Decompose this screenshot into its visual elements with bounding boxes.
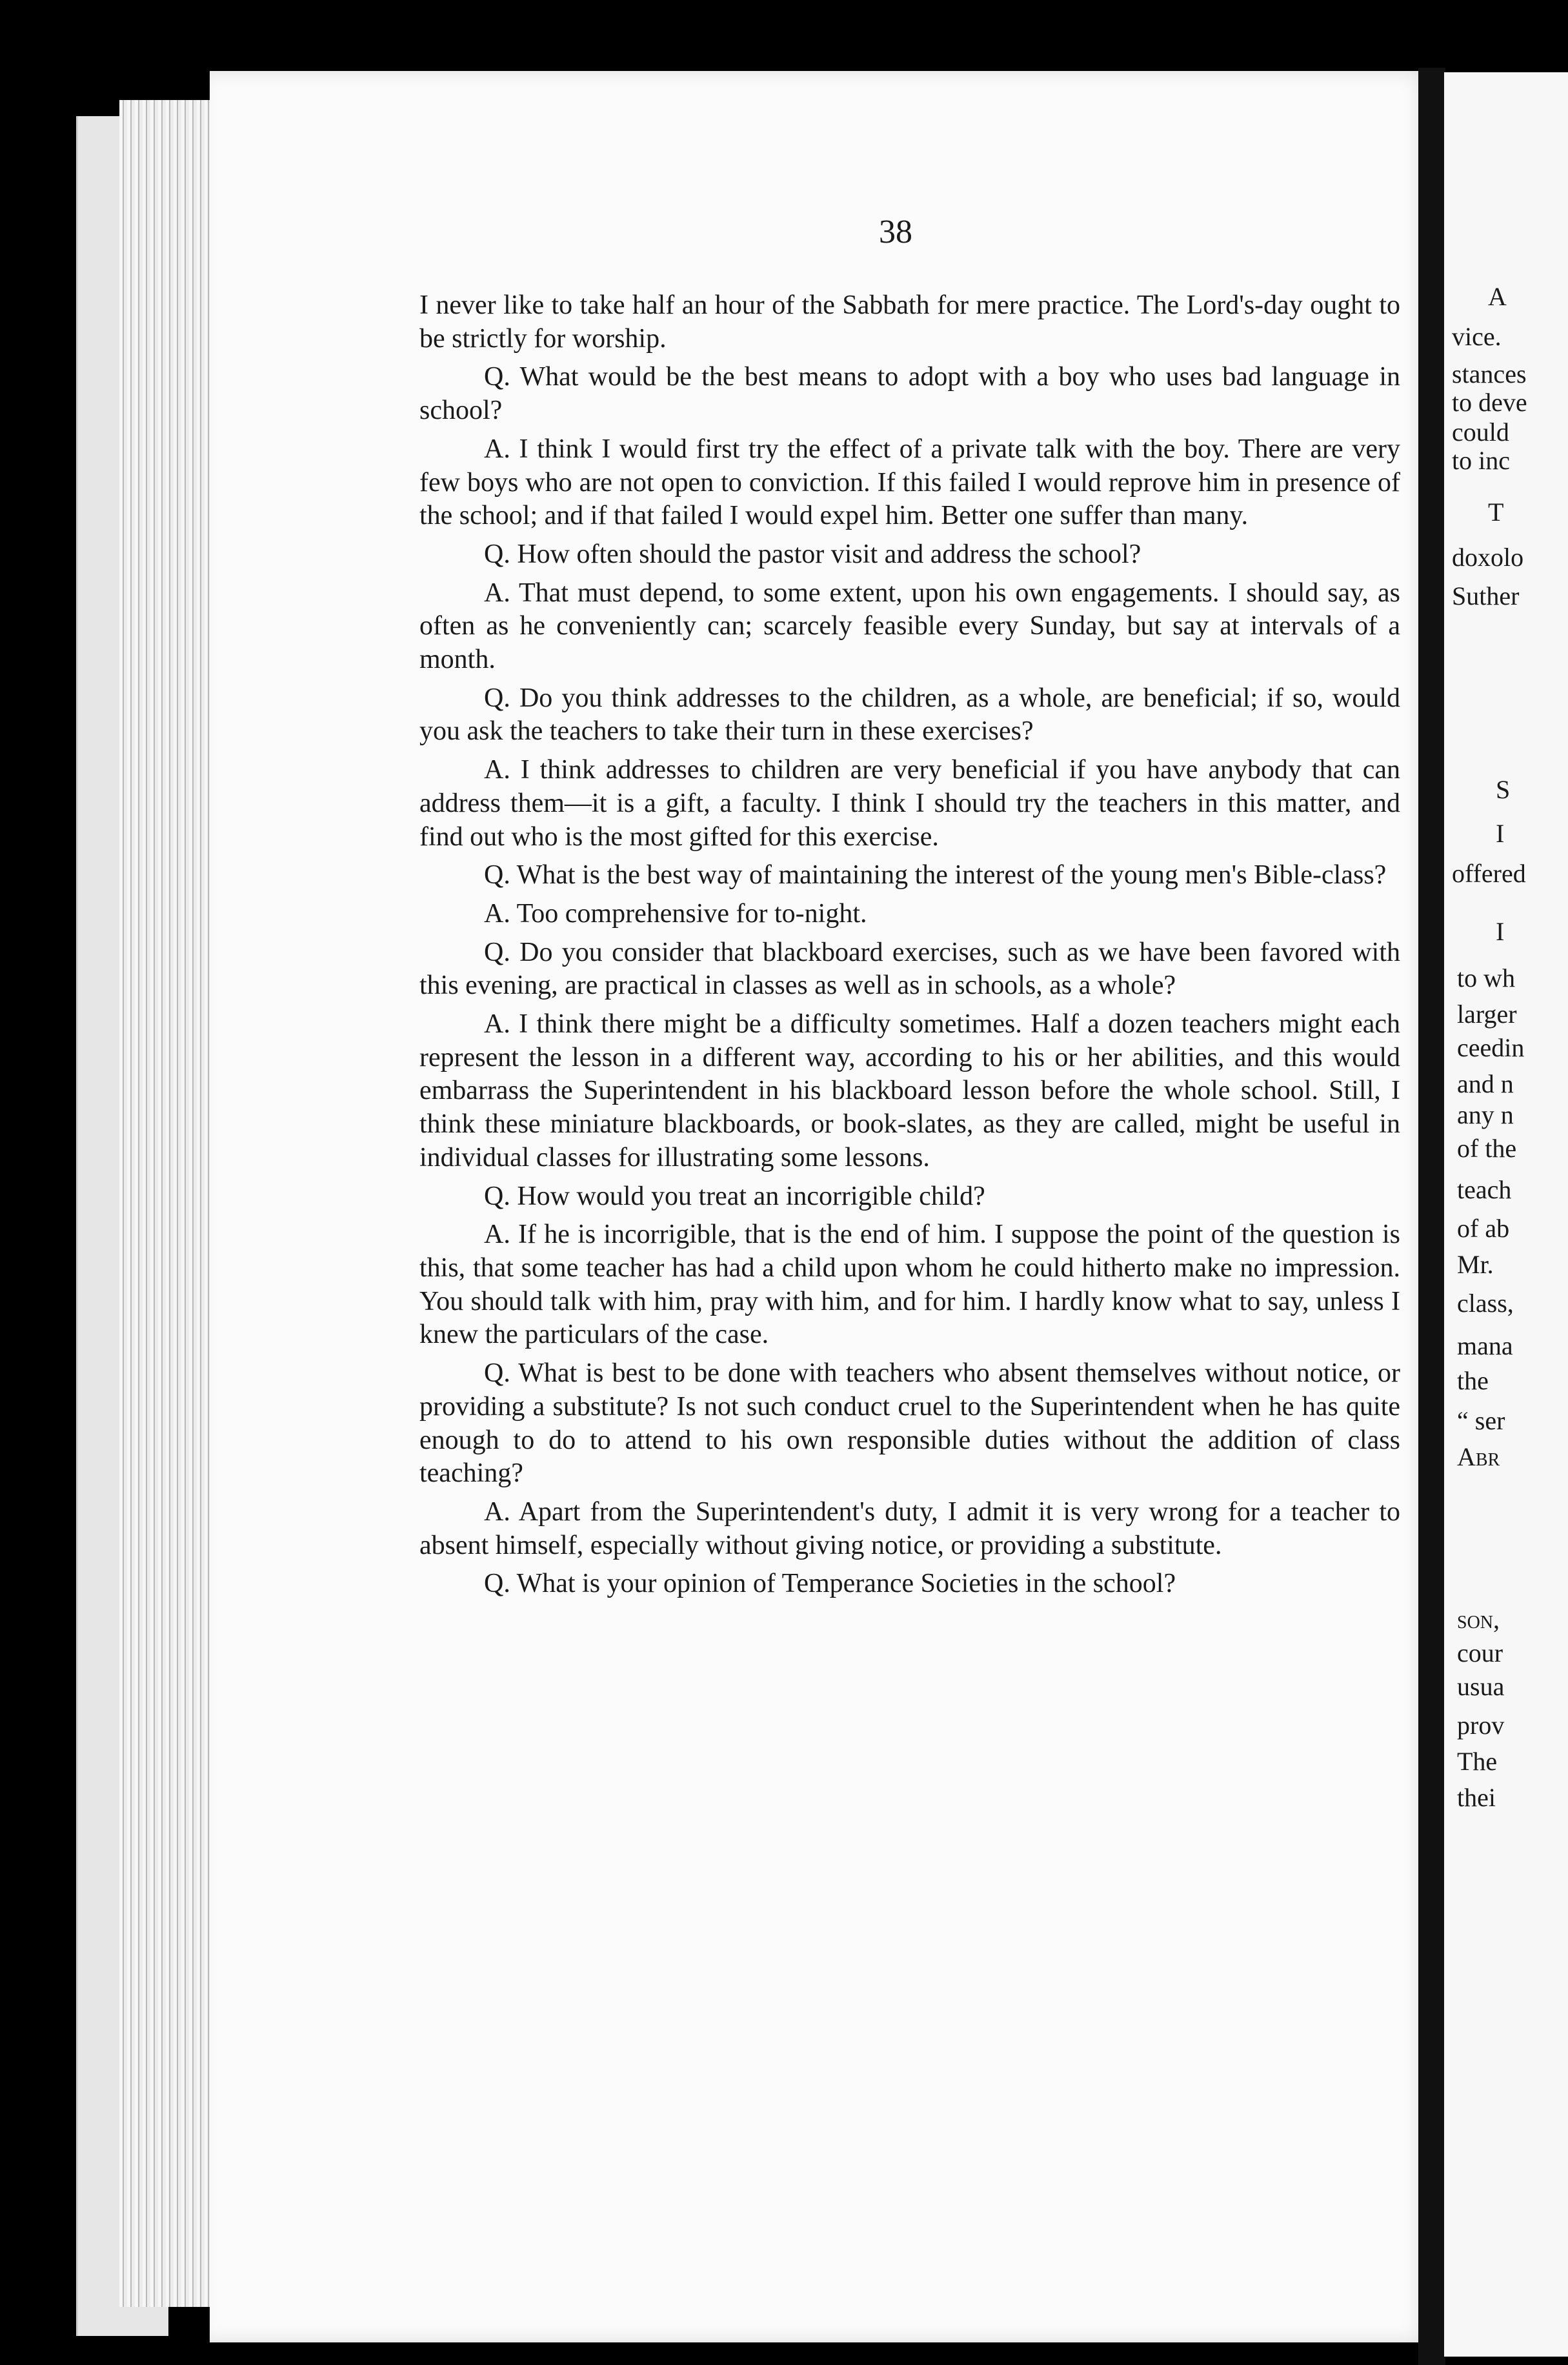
right-page-line: I <box>1496 819 1505 848</box>
right-page-line: of the <box>1457 1134 1517 1163</box>
right-page-line: stances <box>1452 359 1527 388</box>
right-page-line: The <box>1457 1747 1498 1776</box>
paragraph: A. I think there might be a difficulty sometimes. Half a dozen teachers might each represent the lesson in a different way, according to his or her abilities, and this would embarrass the Superintendent in his blackboard lesson before the whole school. Still, I think these miniature blackboards, or book-slates, as they are called, might be useful in individual classes for illustrating some lessons. <box>419 1009 1400 1172</box>
paragraph: A. That must depend, to some extent, upon his own engagements. I should say, as often as he conveniently can; scarcely feasible every Sunday, but say at intervals of a month. <box>419 578 1400 675</box>
paragraph: Q. What is the best way of maintaining the interest of the young men's Bible-class? <box>484 860 1387 891</box>
paragraph: Q. How would you treat an incorrigible child? <box>484 1181 985 1211</box>
right-page-line: could <box>1452 418 1509 447</box>
right-page-line: A <box>1488 282 1507 311</box>
right-page-line: any n <box>1457 1100 1514 1129</box>
right-page-line: Abr <box>1457 1442 1500 1471</box>
right-page-line: cour <box>1457 1638 1503 1667</box>
right-page-line: usua <box>1457 1672 1505 1701</box>
right-page-line: thei <box>1457 1783 1496 1812</box>
page-stack-edge <box>119 100 216 2307</box>
right-page-line: prov <box>1457 1711 1505 1740</box>
paragraph: Q. How often should the pastor visit and address the school? <box>484 539 1141 569</box>
right-page-line: teach <box>1457 1175 1512 1204</box>
page-body-text <box>419 284 1400 1601</box>
paragraph: Q. Do you consider that blackboard exercises, such as we have been favored with this evening, are practical in classes as well as in schools, as a whole? <box>419 937 1400 1001</box>
paragraph: A. I think addresses to children are very beneficial if you have anybody that can address them—it is a gift, a faculty. I think I should try the teachers in this matter, and find out who is the most gifted for this exercise. <box>419 755 1400 852</box>
right-page-line: to deve <box>1452 388 1527 417</box>
right-page-line: and n <box>1457 1069 1514 1098</box>
book-gutter <box>1418 68 1445 2365</box>
right-page-line: of ab <box>1457 1214 1510 1243</box>
paragraph: Q. What is best to be done with teachers who absent themselves without notice, or providing a substitute? Is not such conduct cruel to the Superintendent when he has quite enough to do to attend to his own responsible duties without the addition of class teaching? <box>419 1358 1400 1489</box>
right-page-line: “ ser <box>1457 1406 1505 1435</box>
right-page-line: to wh <box>1457 963 1515 992</box>
right-page-line: S <box>1496 775 1511 804</box>
right-page-line: class, <box>1457 1289 1514 1318</box>
paragraph: A. Too comprehensive for to-night. <box>484 898 867 929</box>
right-page-line: T <box>1488 498 1504 527</box>
right-page-line: son, <box>1457 1605 1500 1634</box>
paragraph: Q. What would be the best means to adopt with a boy who uses bad language in school? <box>419 362 1400 426</box>
paragraph: A. If he is incorrigible, that is the end of him. I suppose the point of the question is this, that some teacher has had a child upon whom he could hitherto make no impression. You should talk with him, pray with him, and for him. I hardly know what to say, unless I knew the particulars of the case. <box>419 1220 1400 1350</box>
right-page-line: offered <box>1452 859 1526 888</box>
paragraph: I never like to take half an hour of the Sabbath for mere practice. The Lord's-day ought to be strictly for worship. <box>419 290 1400 354</box>
right-page-fragment <box>1444 72 1568 2357</box>
page-number: 38 <box>879 214 912 250</box>
right-page-line: ceedin <box>1457 1033 1525 1062</box>
right-page-line: Mr. <box>1457 1250 1494 1279</box>
paragraph: A. Apart from the Superintendent's duty, I admit it is very wrong for a teacher to absent himself, especially without giving notice, or providing a substitute. <box>419 1496 1400 1560</box>
right-page-line: the <box>1457 1366 1489 1395</box>
right-page-line: larger <box>1457 1000 1517 1029</box>
paragraph: Q. What is your opinion of Temperance Societies in the school? <box>484 1569 1176 1599</box>
right-page-line: vice. <box>1452 322 1502 351</box>
paragraph: Q. Do you think addresses to the children, as a whole, are beneficial; if so, would you ask the teachers to take their turn in these exercises? <box>419 683 1400 747</box>
right-page-line: mana <box>1457 1331 1513 1360</box>
right-page-line: doxolo <box>1452 543 1524 572</box>
right-page-line: I <box>1496 917 1505 946</box>
paragraph: A. I think I would first try the effect of a private talk with the boy. There are very few boys who are not open to conviction. If this failed I would reprove him in presence of the school; and if that failed I would expel him. Better one suffer than many. <box>419 434 1400 531</box>
right-page-line: to inc <box>1452 446 1510 475</box>
right-page-line: Suther <box>1452 581 1520 610</box>
